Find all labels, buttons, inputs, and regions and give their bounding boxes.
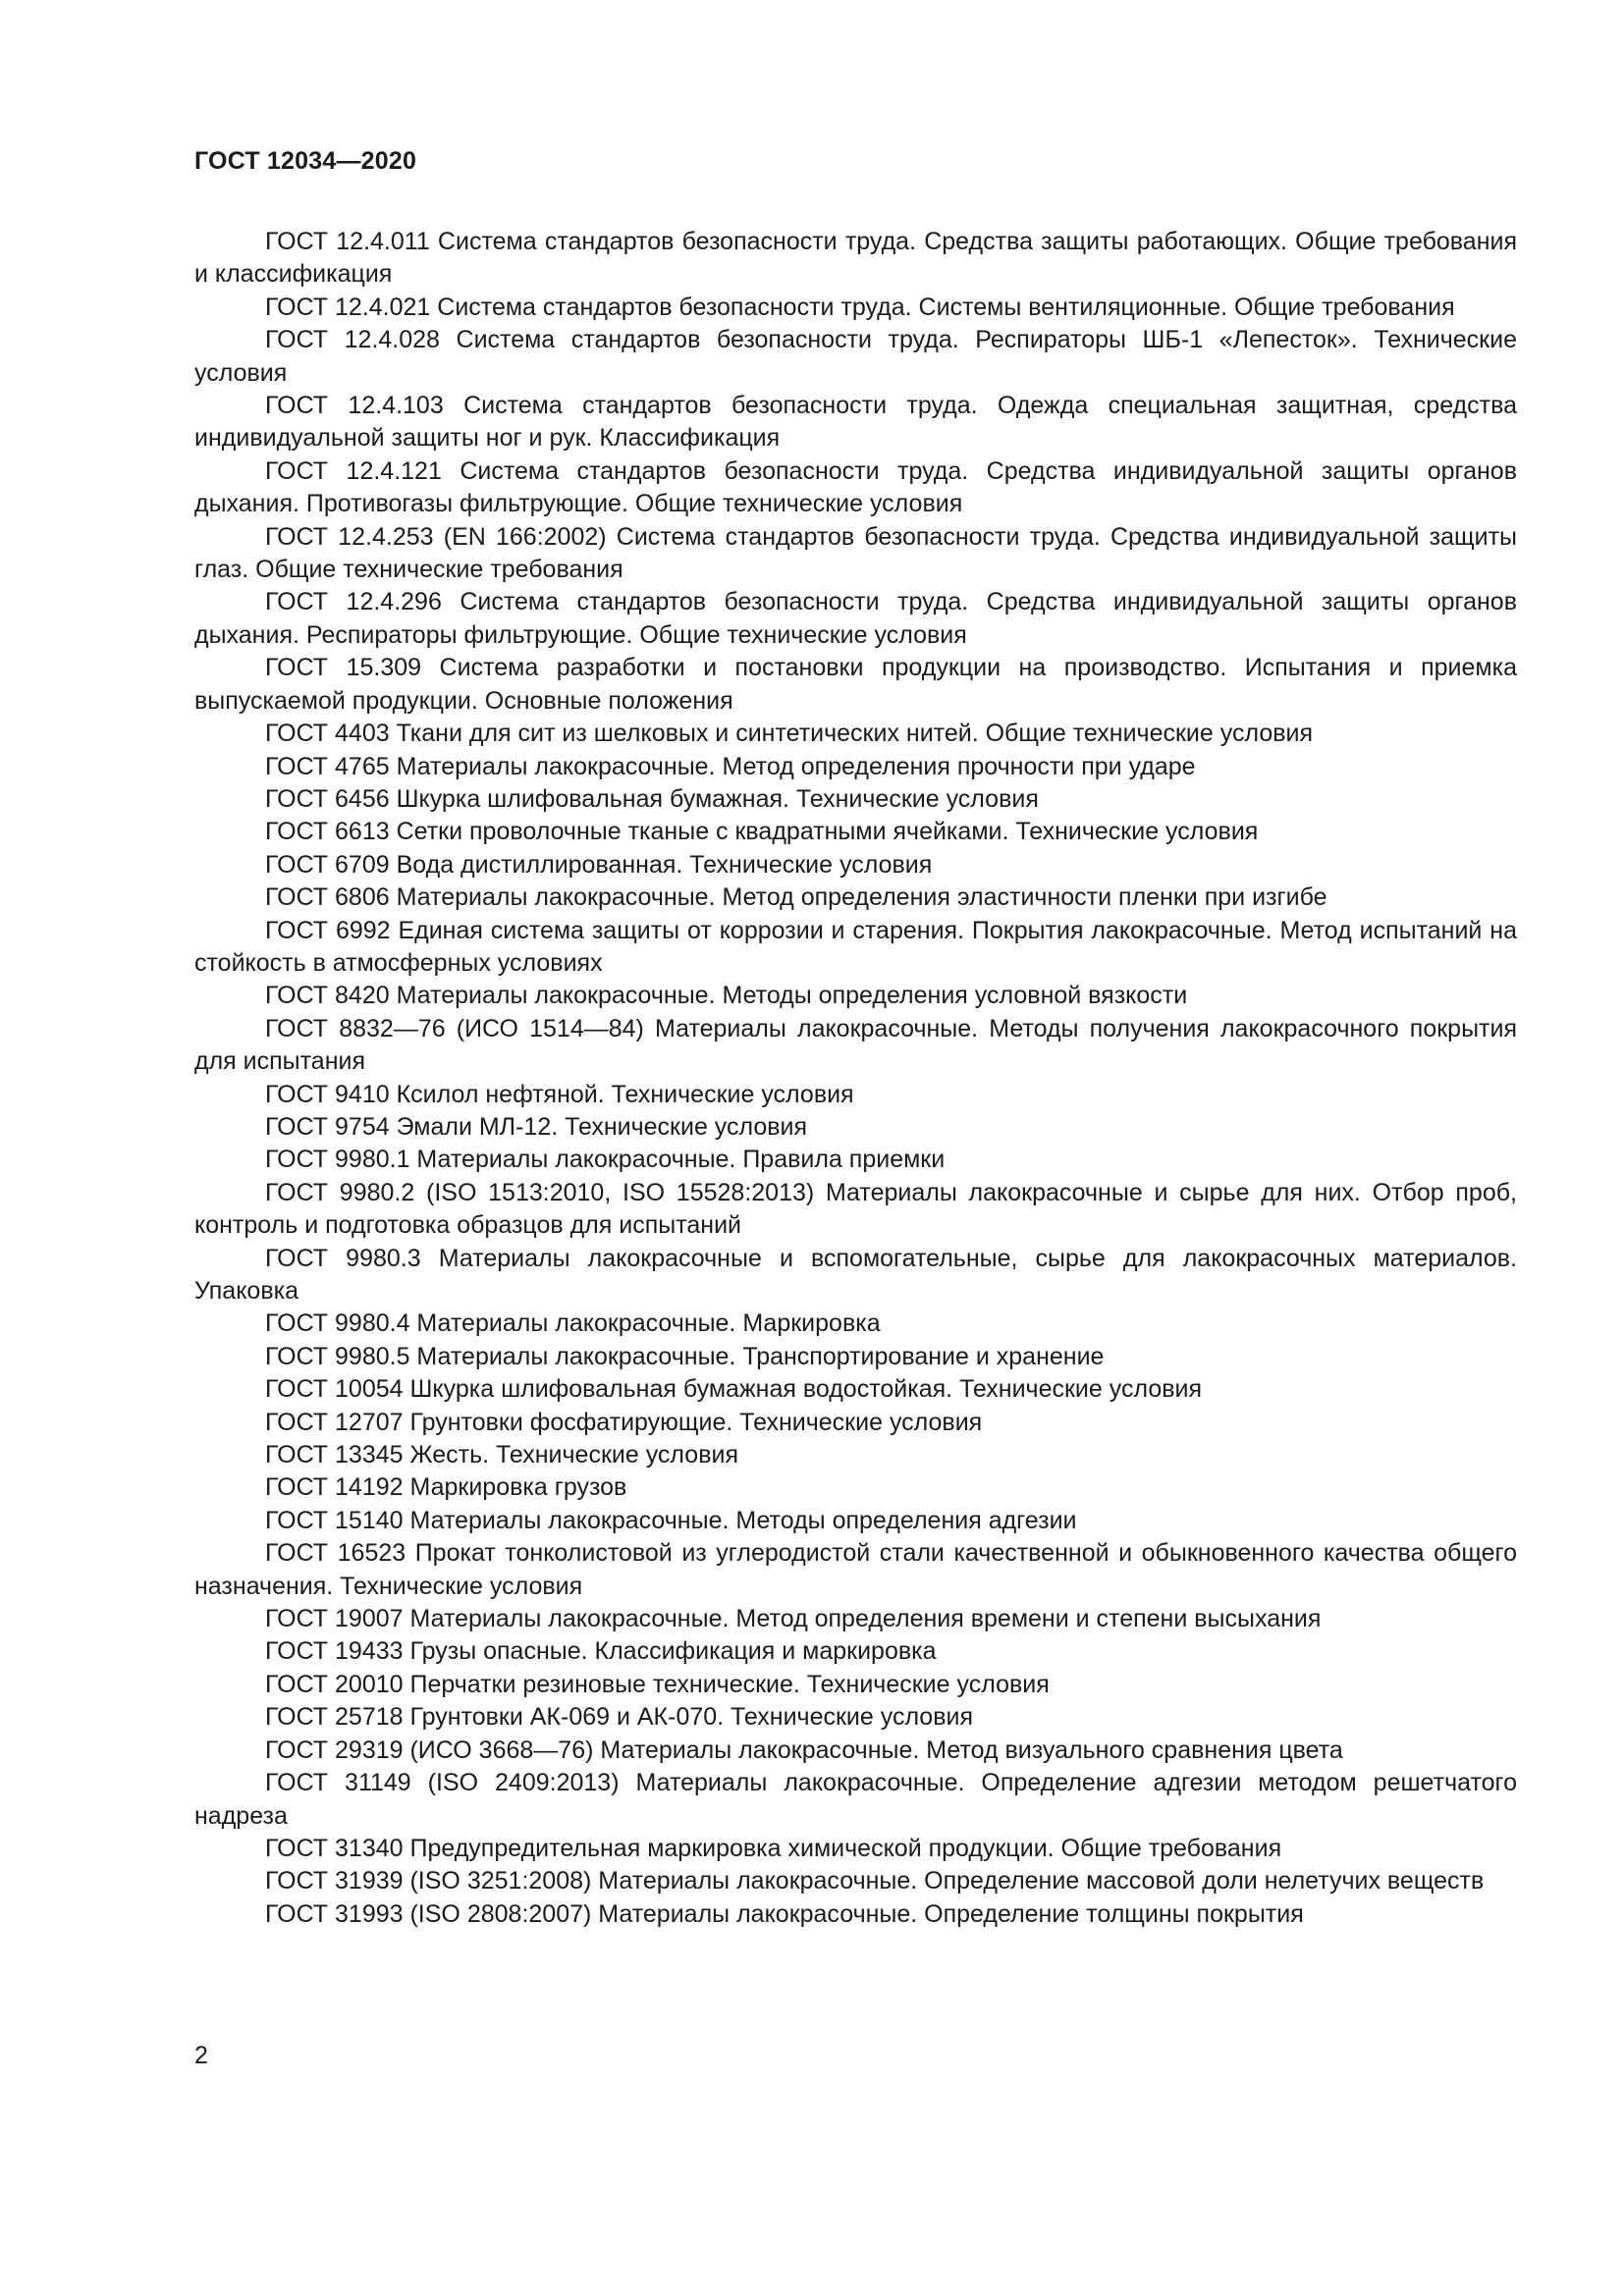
reference-item: ГОСТ 8832—76 (ИСО 1514—84) Материалы лакокрасочные. Методы получения лакокрасочного покрытия для испытания: [194, 1014, 1517, 1076]
reference-item: ГОСТ 19007 Материалы лакокрасочные. Метод определения времени и степени высыхания: [265, 1605, 1322, 1633]
reference-item: ГОСТ 9754 Эмали МЛ-12. Технические условия: [265, 1112, 808, 1141]
reference-item: ГОСТ 9980.1 Материалы лакокрасочные. Правила приемки: [265, 1146, 946, 1174]
reference-item: ГОСТ 9980.5 Материалы лакокрасочные. Транспортирование и хранение: [265, 1342, 1105, 1370]
reference-item: ГОСТ 6456 Шкурка шлифовальная бумажная. Технические условия: [265, 784, 1039, 813]
page-number: 2: [194, 2042, 208, 2069]
reference-item: ГОСТ 12.4.103 Система стандартов безопасности труда. Одежда специальная защитная, средства индивидуальной защиты ног и рук. Классификация: [194, 392, 1517, 453]
reference-item: ГОСТ 6992 Единая система защиты от коррозии и старения. Покрытия лакокрасочные. Метод испытаний на стойкость в атмосферных условиях: [194, 916, 1517, 977]
reference-item: ГОСТ 9980.4 Материалы лакокрасочные. Маркировка: [265, 1309, 881, 1338]
reference-item: ГОСТ 14192 Маркировка грузов: [265, 1473, 627, 1502]
reference-item: ГОСТ 9980.2 (ISO 1513:2010, ISO 15528:2013) Материалы лакокрасочные и сырье для них. Отбор проб, контроль и подготовка образцов для испытаний: [194, 1178, 1517, 1240]
reference-item: ГОСТ 9980.3 Материалы лакокрасочные и вспомогательные, сырье для лакокрасочных материалов. Упаковка: [194, 1244, 1517, 1305]
reference-item: ГОСТ 12.4.011 Система стандартов безопасности труда. Средства защиты работающих. Общие требования и классификация: [194, 228, 1517, 289]
reference-item: ГОСТ 4765 Материалы лакокрасочные. Метод определения прочности при ударе: [265, 752, 1196, 780]
reference-item: ГОСТ 12707 Грунтовки фосфатирующие. Технические условия: [265, 1408, 983, 1436]
document-header-code: ГОСТ 12034—2020: [194, 147, 417, 175]
reference-item: ГОСТ 6806 Материалы лакокрасочные. Метод определения эластичности пленки при изгибе: [265, 883, 1327, 912]
reference-item: ГОСТ 31149 (ISO 2409:2013) Материалы лакокрасочные. Определение адгезии методом решетчатого надреза: [194, 1769, 1517, 1830]
reference-item: ГОСТ 31939 (ISO 3251:2008) Материалы лакокрасочные. Определение массовой доли нелетучих веществ: [265, 1867, 1485, 1896]
reference-item: ГОСТ 12.4.021 Система стандартов безопасности труда. Системы вентиляционные. Общие требования: [265, 293, 1455, 321]
reference-item: ГОСТ 4403 Ткани для сит из шелковых и синтетических нитей. Общие технические условия: [265, 720, 1314, 748]
reference-item: ГОСТ 15140 Материалы лакокрасочные. Методы определения адгезии: [265, 1506, 1077, 1534]
reference-item: ГОСТ 10054 Шкурка шлифовальная бумажная водостойкая. Технические условия: [265, 1375, 1203, 1404]
reference-item: ГОСТ 6709 Вода дистиллированная. Технические условия: [265, 850, 933, 879]
reference-item: ГОСТ 19433 Грузы опасные. Классификация и маркировка: [265, 1637, 937, 1666]
reference-item: ГОСТ 20010 Перчатки резиновые технические. Технические условия: [265, 1670, 1050, 1698]
reference-item: ГОСТ 12.4.296 Система стандартов безопасности труда. Средства индивидуальной защиты органов дыхания. Респираторы фильтрующие. Общие технические условия: [194, 588, 1517, 649]
reference-item: ГОСТ 31993 (ISO 2808:2007) Материалы лакокрасочные. Определение толщины покрытия: [265, 1899, 1304, 1928]
reference-item: ГОСТ 12.4.028 Система стандартов безопасности труда. Респираторы ШБ-1 «Лепесток». Технические условия: [194, 326, 1517, 387]
reference-item: ГОСТ 8420 Материалы лакокрасочные. Методы определения условной вязкости: [265, 982, 1188, 1010]
reference-item: ГОСТ 12.4.253 (EN 166:2002) Система стандартов безопасности труда. Средства индивидуальной защиты глаз. Общие технические требования: [194, 522, 1517, 584]
reference-item: ГОСТ 6613 Сетки проволочные тканые с квадратными ячейками. Технические условия: [265, 818, 1259, 846]
reference-item: ГОСТ 16523 Прокат тонколистовой из углеродистой стали качественной и обыкновенного качества общего назначения. Технические условия: [194, 1539, 1517, 1600]
reference-item: ГОСТ 25718 Грунтовки АК-069 и АК-070. Технические условия: [265, 1703, 973, 1732]
reference-item: ГОСТ 9410 Ксилол нефтяной. Технические условия: [265, 1080, 854, 1108]
reference-item: ГОСТ 12.4.121 Система стандартов безопасности труда. Средства индивидуальной защиты органов дыхания. Противогазы фильтрующие. Общие технические условия: [194, 456, 1517, 518]
reference-item: ГОСТ 15.309 Система разработки и постановки продукции на производство. Испытания и приемка выпускаемой продукции. Основные положения: [194, 654, 1517, 715]
normative-references-list: [194, 226, 1517, 1931]
reference-item: ГОСТ 29319 (ИСО 3668—76) Материалы лакокрасочные. Метод визуального сравнения цвета: [265, 1735, 1343, 1764]
reference-item: ГОСТ 13345 Жесть. Технические условия: [265, 1441, 738, 1469]
reference-item: ГОСТ 31340 Предупредительная маркировка химической продукции. Общие требования: [265, 1834, 1282, 1862]
